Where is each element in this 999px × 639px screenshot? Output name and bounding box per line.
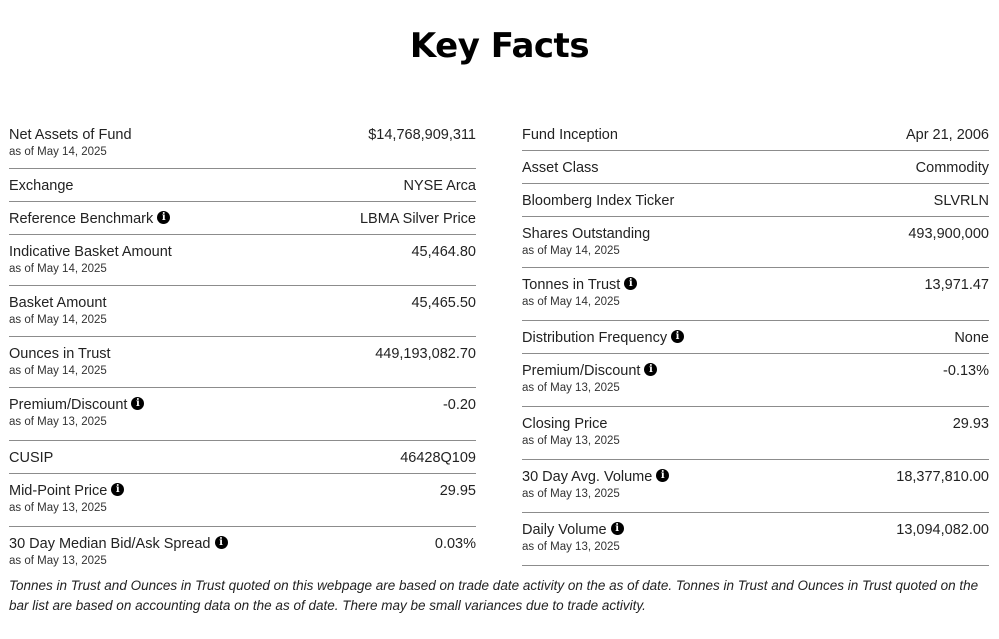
fact-row-premium-discount [522,354,989,407]
fact-value: 493,900,000 [908,226,989,242]
fact-row-net-assets [9,118,476,169]
fact-row-cusip [9,441,476,474]
fact-asof: as of May 13, 2025 [522,541,620,553]
fact-asof: as of May 13, 2025 [522,382,620,394]
info-icon[interactable]: i [157,211,170,224]
fact-row-reference-benchmark [9,202,476,235]
fact-asof: as of May 14, 2025 [9,365,107,377]
fact-label: CUSIP [9,450,54,466]
fact-value: Commodity [915,160,989,176]
fact-value: 46428Q109 [400,450,476,466]
fact-value: 45,464.80 [411,244,476,260]
page-title: Key Facts [409,26,590,66]
fact-asof: as of May 13, 2025 [522,488,620,500]
fact-value: 18,377,810.00 [896,469,989,485]
fact-row-basket-amount [9,286,476,337]
fact-asof: as of May 14, 2025 [9,146,107,158]
fact-label-wrap [9,482,124,500]
fact-label-wrap [522,521,624,539]
fact-row-indicative-basket-amount [9,235,476,286]
fact-asof: as of May 14, 2025 [9,263,107,275]
fact-label-wrap [522,468,669,486]
fact-label-wrap [522,329,684,347]
fact-row-shares-outstanding [522,217,989,268]
fact-value: 0.03% [434,536,476,552]
fact-value: None [954,330,989,346]
fact-row-asset-class [522,151,989,184]
fact-label: Tonnes in Trust [522,277,621,293]
fact-label: Fund Inception [522,127,618,143]
fact-asof: as of May 13, 2025 [9,555,107,567]
key-facts-left-column [9,118,476,580]
info-icon[interactable]: i [656,469,669,482]
fact-value: SLVRLN [933,193,989,209]
fact-value: -0.20 [442,397,476,413]
fact-asof: as of May 13, 2025 [522,435,620,447]
fact-row-distribution-frequency [522,321,989,354]
fact-value: 29.93 [952,416,989,432]
fact-row-premium-discount [9,388,476,441]
fact-row-exchange [9,169,476,202]
info-icon[interactable]: i [131,397,144,410]
fact-value: 13,094,082.00 [896,522,989,538]
fact-label: Daily Volume [522,522,607,538]
fact-row-fund-inception [522,118,989,151]
fact-row-30-day-avg-volume [522,460,989,513]
fact-row-mid-point-price [9,474,476,527]
fact-label: 30 Day Avg. Volume [522,469,653,485]
fact-asof: as of May 14, 2025 [522,245,620,257]
info-icon[interactable]: i [671,330,684,343]
fact-row-ounces-in-trust [9,337,476,388]
fact-asof: as of May 14, 2025 [9,314,107,326]
fact-value: LBMA Silver Price [359,211,476,227]
fact-label: Premium/Discount [9,397,128,413]
fact-value: -0.13% [943,363,989,379]
fact-label: Bloomberg Index Ticker [522,193,675,209]
fact-label-wrap [522,362,657,380]
fact-row-bloomberg-ticker [522,184,989,217]
fact-row-tonnes-in-trust [522,268,989,321]
fact-value: 45,465.50 [411,295,476,311]
fact-label-wrap [9,210,170,228]
fact-row-bid-ask-spread [9,527,476,580]
fact-label: Shares Outstanding [522,226,651,242]
fact-asof: as of May 13, 2025 [9,416,107,428]
info-icon[interactable]: i [111,483,124,496]
fact-value: $14,768,909,311 [368,127,476,143]
fact-label-wrap [9,535,228,553]
info-icon[interactable]: i [644,363,657,376]
footnote: Tonnes in Trust and Ounces in Trust quoted on this webpage are based on trade date activity on the as of date. Tonnes in Trust and Ounces in Trust quoted on the bar list are based on accounting data on the as of date. There may be small variances due to trade activity. [9,578,979,613]
fact-label: Distribution Frequency [522,330,668,346]
fact-value: NYSE Arca [403,178,476,194]
fact-value: 29.95 [439,483,476,499]
fact-label: Net Assets of Fund [9,127,132,143]
fact-asof: as of May 13, 2025 [9,502,107,514]
fact-value: 13,971.47 [924,277,989,293]
fact-value: 449,193,082.70 [375,346,476,362]
fact-label: Indicative Basket Amount [9,244,172,260]
fact-label: Asset Class [522,160,599,176]
fact-label: Exchange [9,178,74,194]
fact-label: Mid-Point Price [9,483,108,499]
fact-value: Apr 21, 2006 [905,127,989,143]
fact-label-wrap [522,276,637,294]
fact-label: Reference Benchmark [9,211,154,227]
info-icon[interactable]: i [215,536,228,549]
key-facts-right-column [522,118,989,566]
info-icon[interactable]: i [611,522,624,535]
fact-row-daily-volume [522,513,989,566]
fact-asof: as of May 14, 2025 [522,296,620,308]
info-icon[interactable]: i [624,277,637,290]
fact-label: Ounces in Trust [9,346,111,362]
fact-label: Closing Price [522,416,608,432]
fact-row-closing-price [522,407,989,460]
fact-label-wrap [9,396,144,414]
fact-label: Premium/Discount [522,363,641,379]
fact-label: 30 Day Median Bid/Ask Spread [9,536,211,552]
fact-label: Basket Amount [9,295,107,311]
